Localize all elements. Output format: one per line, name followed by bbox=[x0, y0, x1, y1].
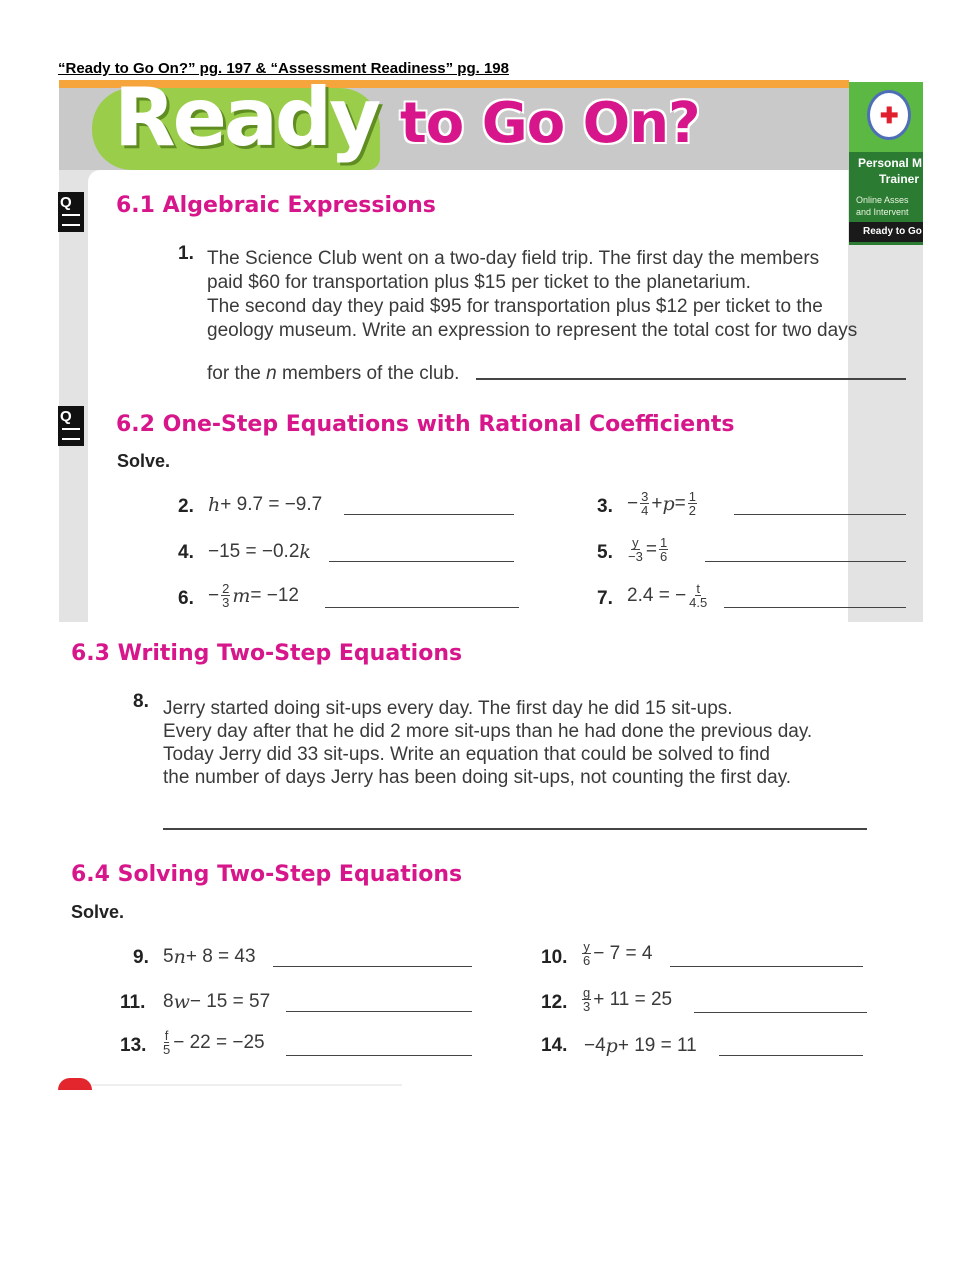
problem-1-line: paid $60 for transportation plus $15 per ticket to the planetarium. bbox=[207, 272, 751, 293]
problem-9-answer-line[interactable] bbox=[273, 948, 472, 967]
fraction bbox=[627, 536, 644, 563]
denominator: 4.5 bbox=[689, 595, 708, 610]
problem-3-equation bbox=[627, 490, 699, 517]
trainer-desc-2: and Intervent bbox=[856, 207, 909, 217]
problem-13-answer-line[interactable] bbox=[286, 1037, 472, 1056]
problem-4-equation bbox=[208, 541, 311, 563]
problem-8-text bbox=[163, 697, 812, 789]
problem-4-rest: −15 = −0.2 bbox=[208, 541, 300, 562]
variable-n: n bbox=[266, 363, 277, 384]
problem-13-rest: − 22 = −25 bbox=[173, 1031, 265, 1053]
fraction bbox=[640, 490, 649, 517]
denominator: 3 bbox=[583, 999, 591, 1014]
numerator: y bbox=[583, 939, 590, 954]
problem-1-line: The Science Club went on a two-day field trip. The first day the members bbox=[207, 248, 820, 269]
problem-2-equation bbox=[208, 494, 322, 516]
section-6-4-solve: Solve. bbox=[71, 902, 125, 922]
problem-1-answer-line[interactable] bbox=[476, 378, 906, 380]
problem-6-equation bbox=[208, 582, 299, 609]
problem-7-answer-line[interactable] bbox=[724, 589, 906, 608]
fraction bbox=[688, 582, 708, 609]
trainer-title-1: Personal M bbox=[858, 156, 923, 170]
problem-1-line: geology museum. Write an expression to represent the total cost for two days bbox=[207, 320, 858, 341]
equals-sign: = bbox=[645, 538, 657, 560]
fraction bbox=[688, 490, 697, 517]
variable-h: h bbox=[208, 494, 221, 516]
problem-10-rest: − 7 = 4 bbox=[593, 942, 653, 964]
section-6-2-title: 6.2 One-Step Equations with Rational Coefficients bbox=[116, 412, 735, 437]
problem-9-equation bbox=[163, 946, 256, 968]
variable-p: p bbox=[662, 492, 675, 515]
quiz-tab-icon[interactable]: Q bbox=[58, 406, 84, 446]
section-6-3-title: 6.3 Writing Two-Step Equations bbox=[71, 641, 463, 666]
minus-sign: − bbox=[627, 492, 639, 514]
problem-2-answer-line[interactable] bbox=[344, 496, 514, 515]
denominator: 5 bbox=[163, 1042, 171, 1057]
plus-sign: + bbox=[651, 492, 663, 514]
denominator: 4 bbox=[641, 503, 649, 518]
personal-math-trainer[interactable] bbox=[849, 82, 923, 245]
fraction bbox=[162, 1029, 171, 1056]
problem-10-answer-line[interactable] bbox=[670, 948, 863, 967]
problem-2-rest: + 9.7 = −9.7 bbox=[220, 494, 323, 515]
coefficient: −4 bbox=[584, 1035, 606, 1056]
problem-4-number: 4. bbox=[178, 542, 194, 563]
numerator: t bbox=[696, 581, 701, 596]
trainer-title-2: Trainer bbox=[879, 172, 920, 186]
minus-sign: − bbox=[208, 584, 220, 606]
numerator: g bbox=[583, 985, 591, 1000]
problem-7-number: 7. bbox=[597, 588, 613, 609]
page-caption: “Ready to Go On?” pg. 197 & “Assessment Readiness” pg. 198 bbox=[58, 60, 509, 77]
problem-10-equation bbox=[580, 940, 652, 967]
problem-14-equation bbox=[584, 1035, 697, 1057]
problem-1-number: 1. bbox=[178, 243, 194, 264]
trainer-desc-1: Online Asses bbox=[856, 195, 909, 205]
problem-9-rest: + 8 = 43 bbox=[185, 946, 256, 967]
denominator: 6 bbox=[583, 953, 591, 968]
problem-8-line: the number of days Jerry has been doing sit-ups, not counting the first day. bbox=[163, 767, 792, 788]
problem-11-rest: − 15 = 57 bbox=[189, 991, 271, 1012]
numerator: 1 bbox=[659, 535, 668, 550]
variable-n: n bbox=[173, 946, 186, 968]
problem-3-number: 3. bbox=[597, 496, 613, 517]
problem-6-number: 6. bbox=[178, 588, 194, 609]
problem-8-line: Every day after that he did 2 more sit-ups than he had done the previous day. bbox=[163, 721, 813, 742]
problem-12-equation bbox=[580, 986, 672, 1013]
problem-8-line: Today Jerry did 33 sit-ups. Write an equation that could be solved to find bbox=[163, 744, 770, 765]
problem-14-number: 14. bbox=[541, 1035, 568, 1056]
problem-3-answer-line[interactable] bbox=[734, 496, 906, 515]
problem-14-answer-line[interactable] bbox=[719, 1037, 863, 1056]
denominator: −3 bbox=[628, 549, 643, 564]
problem-5-answer-line[interactable] bbox=[705, 543, 906, 562]
ready-to-go-button[interactable]: Ready to Go bbox=[849, 222, 923, 242]
problem-8-line: Jerry started doing sit-ups every day. The first day he did 15 sit-ups. bbox=[163, 698, 733, 719]
variable-m: m bbox=[232, 584, 251, 607]
numerator: 2 bbox=[222, 581, 230, 596]
problem-11-number: 11. bbox=[120, 992, 146, 1013]
variable-k: k bbox=[299, 541, 311, 563]
problem-12-rest: + 11 = 25 bbox=[593, 988, 673, 1010]
problem-12-answer-line[interactable] bbox=[694, 994, 867, 1013]
numerator: 3 bbox=[641, 489, 649, 504]
numerator: y bbox=[632, 535, 639, 550]
denominator: 3 bbox=[222, 595, 230, 610]
problem-5-number: 5. bbox=[597, 542, 613, 563]
problem-7-equation bbox=[627, 582, 710, 609]
section-6-4-title: 6.4 Solving Two-Step Equations bbox=[71, 862, 463, 887]
problem-9-number: 9. bbox=[133, 947, 149, 968]
section-6-1-title: 6.1 Algebraic Expressions bbox=[116, 193, 436, 218]
banner-ready-word: Ready bbox=[114, 71, 379, 164]
problem-13-equation bbox=[160, 1029, 265, 1056]
coefficient: 5 bbox=[163, 946, 174, 967]
problem-12-number: 12. bbox=[541, 992, 568, 1013]
banner-to-go-on: to Go On? bbox=[400, 91, 700, 156]
problem-1-last-line bbox=[207, 362, 459, 386]
problem-10-number: 10. bbox=[541, 947, 568, 968]
problem-2-number: 2. bbox=[178, 496, 194, 517]
problem-1-text bbox=[207, 247, 857, 343]
fraction bbox=[659, 536, 668, 563]
problem-1-last-post: members of the club. bbox=[276, 363, 460, 384]
denominator: 2 bbox=[688, 503, 696, 518]
section-6-2-solve: Solve. bbox=[117, 451, 171, 471]
trainer-puzzle-icon: ✚ bbox=[867, 90, 911, 140]
problem-14-rest: + 19 = 11 bbox=[617, 1035, 697, 1056]
problem-1-last-pre: for the bbox=[207, 363, 267, 384]
problem-8-number: 8. bbox=[133, 691, 149, 712]
problem-1-line: The second day they paid $95 for transportation plus $12 per ticket to the bbox=[207, 296, 823, 317]
problem-7-rest: 2.4 = − bbox=[627, 584, 687, 606]
problem-5-equation bbox=[625, 536, 670, 563]
problem-6-answer-line[interactable] bbox=[325, 589, 519, 608]
fraction bbox=[582, 986, 591, 1013]
variable-w: w bbox=[173, 991, 190, 1013]
problem-4-answer-line[interactable] bbox=[329, 543, 514, 562]
problem-8-answer-line[interactable] bbox=[163, 828, 867, 830]
numerator: f bbox=[164, 1028, 169, 1043]
problem-6-rest: = −12 bbox=[250, 584, 299, 606]
bottom-divider bbox=[92, 1084, 402, 1086]
coefficient: 8 bbox=[163, 991, 174, 1012]
problem-11-equation bbox=[163, 991, 270, 1013]
problem-13-number: 13. bbox=[120, 1035, 147, 1056]
problem-11-answer-line[interactable] bbox=[286, 993, 472, 1012]
fraction bbox=[221, 582, 230, 609]
equals-sign: = bbox=[674, 492, 686, 514]
denominator: 6 bbox=[659, 549, 668, 564]
numerator: 1 bbox=[688, 489, 696, 504]
fraction bbox=[582, 940, 591, 967]
red-tab-decoration bbox=[58, 1078, 92, 1090]
variable-p: p bbox=[605, 1035, 618, 1057]
quiz-tab-icon[interactable]: Q bbox=[58, 192, 84, 232]
